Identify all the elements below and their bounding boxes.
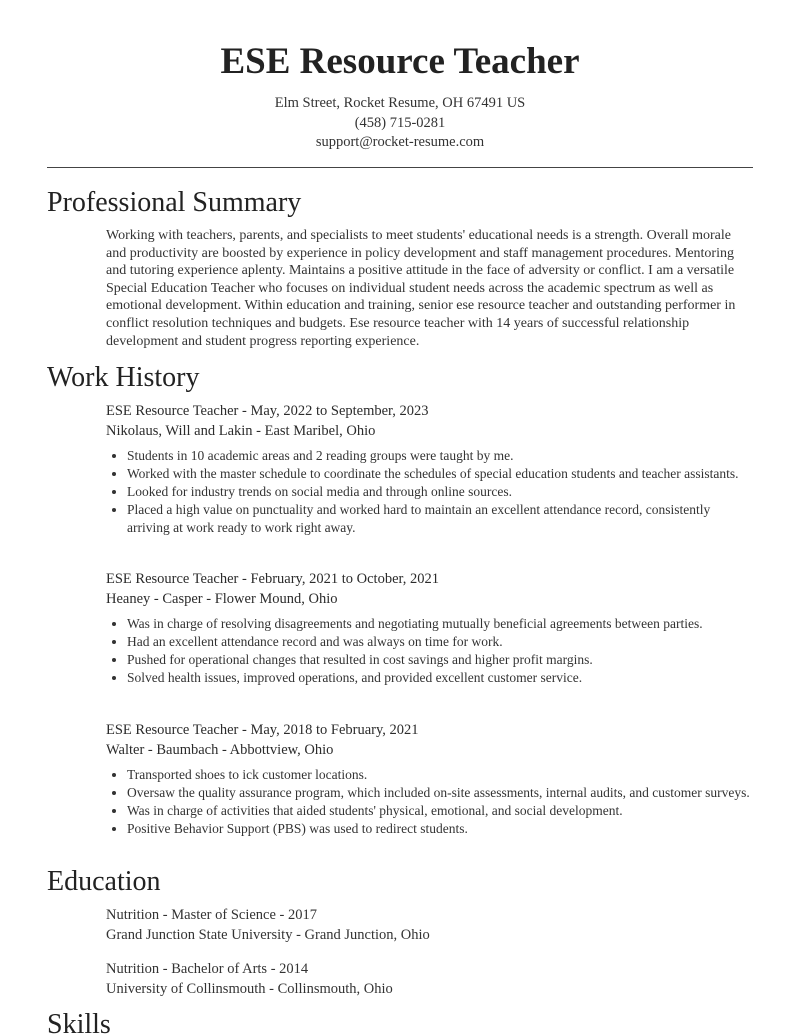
list-item: • Looked for industry trends on social media and through online sources. <box>127 483 754 501</box>
education-heading: Education <box>47 866 161 897</box>
job-entry <box>106 720 754 838</box>
job-company-line: Walter - Baumbach - Abbottview, Ohio <box>106 742 334 758</box>
job-entry <box>106 401 754 537</box>
degree-line: Nutrition - Bachelor of Arts - 2014 <box>106 961 309 977</box>
job-bullets <box>106 766 754 838</box>
job-company-line: Nikolaus, Will and Lakin - East Maribel, Ohio <box>106 423 376 439</box>
summary-text: Working with teachers, parents, and specialists to meet students' educational needs is a strength. Overall morale and productivity are boosted by experience in policy development and staff management procedures. Mentoring and tutoring experience aplenty. Maintains a positive attitude in the face of adversity or conflict. I am a versatile Special Education Teacher who focuses on individual student needs across the academic spectrum as well as emotional development. Within education and training, senior ese resource teacher and outstanding performer in conflict resolution techniques and budgets. Ese resource teacher with 14 years of successful relationship development and student progress reporting experience. <box>106 228 736 349</box>
skills-heading: Skills <box>47 1009 111 1035</box>
job-title-line: ESE Resource Teacher - February, 2021 to October, 2021 <box>106 571 440 587</box>
list-item: • Transported shoes to ick customer locations. <box>127 766 754 784</box>
summary-section <box>106 227 754 350</box>
job-title-line: ESE Resource Teacher - May, 2018 to February, 2021 <box>106 722 419 738</box>
list-item: • Had an excellent attendance record and was always on time for work. <box>127 633 754 651</box>
work-history-heading: Work History <box>47 362 200 393</box>
job-bullets <box>106 447 754 537</box>
email-link[interactable]: support@rocket-resume.com <box>315 134 485 150</box>
school-line: Grand Junction State University - Grand Junction, Ohio <box>106 927 430 943</box>
job-entry <box>106 569 754 687</box>
job-company-line: Heaney - Casper - Flower Mound, Ohio <box>106 591 338 607</box>
job-title-line: ESE Resource Teacher - May, 2022 to September, 2023 <box>106 403 429 419</box>
education-entry <box>106 959 754 999</box>
header-divider <box>47 167 753 168</box>
list-item: • Worked with the master schedule to coordinate the schedules of special education students and teacher assistants. <box>127 465 754 483</box>
degree-line: Nutrition - Master of Science - 2017 <box>106 907 318 923</box>
list-item: • Oversaw the quality assurance program, which included on-site assessments, internal audits, and customer surveys. <box>127 784 754 802</box>
job-bullets <box>106 615 754 687</box>
contact-info <box>0 94 800 153</box>
phone: (458) 715-0281 <box>354 114 446 131</box>
list-item: • Positive Behavior Support (PBS) was used to redirect students. <box>127 820 754 838</box>
education-entry <box>106 905 754 945</box>
address: Elm Street, Rocket Resume, OH 67491 US <box>274 95 526 111</box>
list-item: • Placed a high value on punctuality and worked hard to maintain an excellent attendance record, consistently arriving at work ready to work right away. <box>127 501 754 537</box>
list-item: • Was in charge of activities that aided students' physical, emotional, and social development. <box>127 802 754 820</box>
list-item: • Solved health issues, improved operations, and provided excellent customer service. <box>127 669 754 687</box>
list-item: • Was in charge of resolving disagreements and negotiating mutually beneficial agreements between parties. <box>127 615 754 633</box>
list-item: • Pushed for operational changes that resulted in cost savings and higher profit margins. <box>127 651 754 669</box>
list-item: • Students in 10 academic areas and 2 reading groups were taught by me. <box>127 447 754 465</box>
school-line: University of Collinsmouth - Collinsmouth, Ohio <box>106 981 393 997</box>
candidate-name: ESE Resource Teacher <box>220 41 580 82</box>
summary-heading: Professional Summary <box>47 187 302 218</box>
resume-header <box>0 0 800 153</box>
